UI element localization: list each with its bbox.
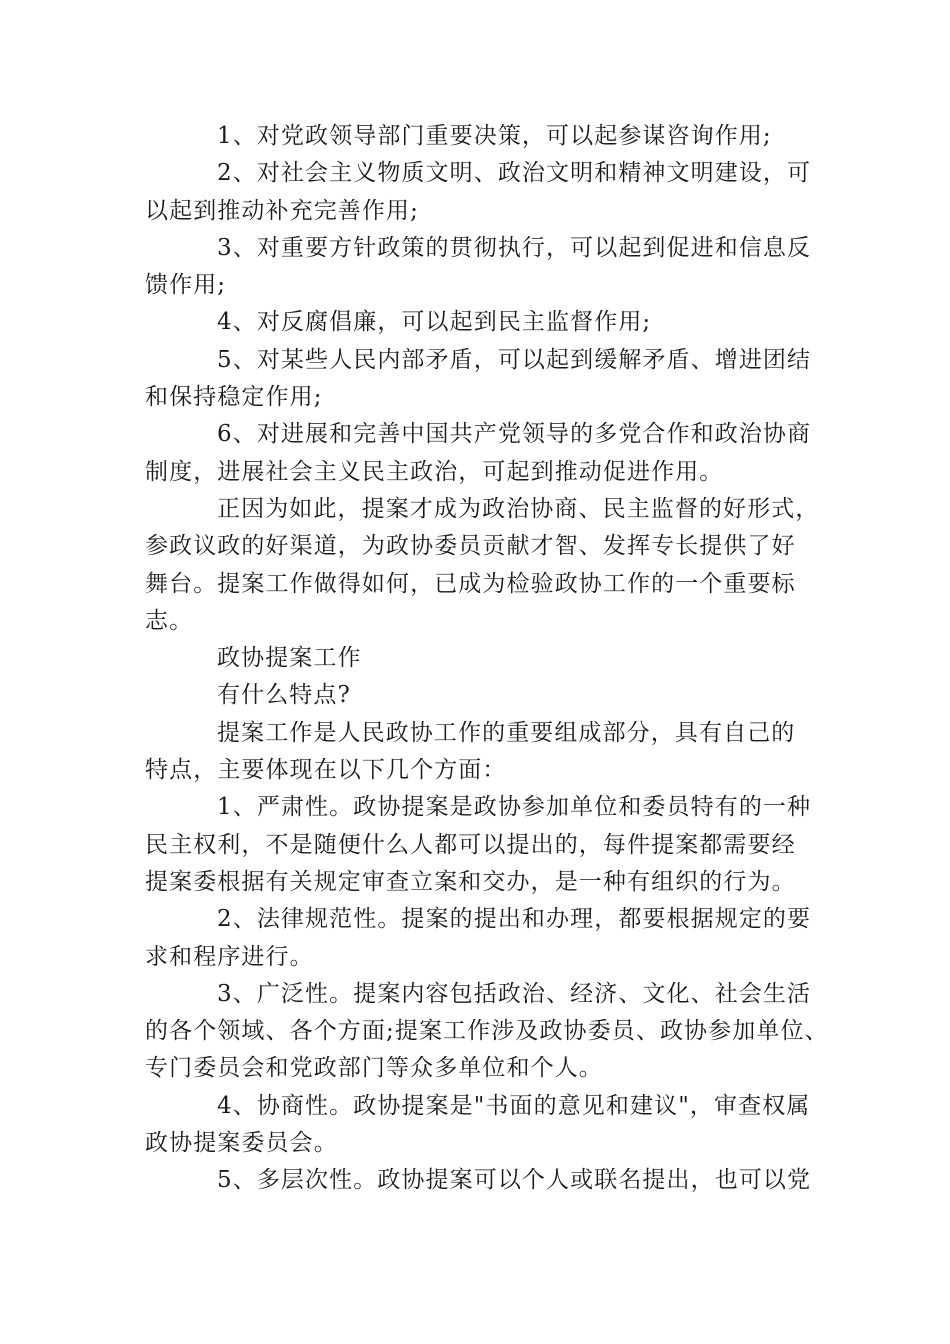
text-line: 以起到推动补充完善作用;	[145, 197, 419, 224]
text-line: 3、广泛性。提案内容包括政治、经济、文化、社会生活	[217, 980, 812, 1007]
text-line: 专门委员会和党政部门等众多单位和个人。	[145, 1055, 603, 1082]
text-line: 5、多层次性。政协提案可以个人或联名提出，也可以党	[217, 1167, 812, 1194]
text-line: 制度，进展社会主义民主政治，可起到推动促进作用。	[145, 458, 724, 485]
text-line: 民主权利，不是随便什么人都可以提出的，每件提案都需要经	[145, 831, 796, 858]
text-line: 特点，主要体现在以下几个方面：	[145, 757, 507, 784]
text-line: 提案工作是人民政协工作的重要组成部分，具有自己的	[217, 719, 796, 746]
text-line: 6、对进展和完善中国共产党领导的多党合作和政治协商	[217, 421, 812, 448]
text-line: 2、法律规范性。提案的提出和办理，都要根据规定的要	[217, 906, 812, 933]
document-body	[145, 118, 829, 1200]
text-line: 1、对党政领导部门重要决策，可以起参谋咨询作用;	[217, 123, 772, 149]
text-line: 的各个领域、各个方面;提案工作涉及政协委员、政协参加单位、	[145, 1018, 829, 1045]
text-line: 2、对社会主义物质文明、政治文明和精神文明建设，可	[217, 160, 812, 187]
text-line: 5、对某些人民内部矛盾，可以起到缓解矛盾、增进团结	[217, 346, 812, 373]
text-line: 参政议政的好渠道，为政协委员贡献才智、发挥专长提供了好	[145, 533, 796, 560]
text-line: 4、协商性。政协提案是"书面的意见和建议"，审查权属	[217, 1092, 811, 1119]
text-line: 馈作用;	[145, 272, 227, 299]
text-line: 提案委根据有关规定审查立案和交办，是一种有组织的行为。	[145, 868, 796, 895]
section-heading: 有什么特点?	[217, 682, 351, 709]
text-line: 1、严肃性。政协提案是政协参加单位和委员特有的一种	[217, 794, 812, 821]
text-line: 正因为如此，提案才成为政治协商、民主监督的好形式，	[217, 495, 820, 522]
text-line: 和保持稳定作用;	[145, 384, 323, 411]
section-heading: 政协提案工作	[217, 645, 362, 672]
text-line: 政协提案委员会。	[145, 1130, 338, 1157]
text-line: 3、对重要方针政策的贯彻执行，可以起到促进和信息反	[217, 234, 812, 261]
text-line: 志。	[145, 607, 194, 634]
text-line: 求和程序进行。	[145, 943, 314, 970]
text-line: 4、对反腐倡廉，可以起到民主监督作用;	[217, 309, 652, 336]
text-line: 舞台。提案工作做得如何，已成为检验政协工作的一个重要标	[145, 570, 796, 597]
